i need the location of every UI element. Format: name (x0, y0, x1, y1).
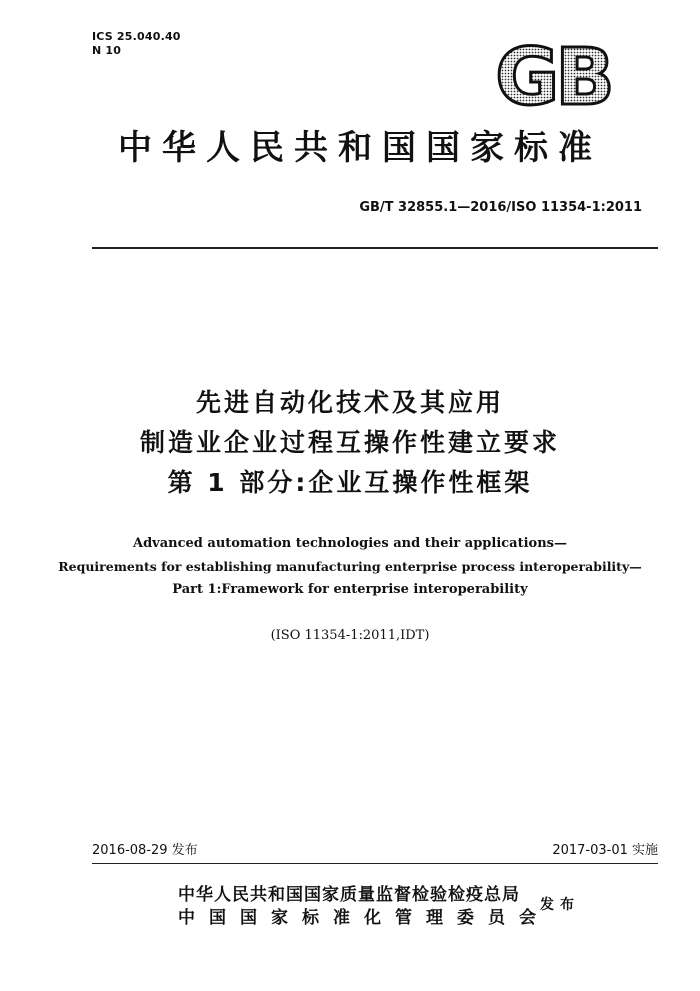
classification-codes (92, 30, 181, 58)
iso-reference: (ISO 11354-1:2011,IDT) (270, 628, 430, 643)
ics-code: ICS 25.040.40 (92, 30, 181, 43)
standard-title: 中华人民共和国国家标准 (118, 128, 602, 168)
title-cn-line-2: 制造业企业过程互操作性建立要求 (139, 428, 560, 457)
issuer-aqsiq: 中华人民共和国国家质量监督检验检疫总局 (178, 885, 520, 905)
issue-date: 2016-08-29 发布 (92, 843, 198, 858)
gb-logo-text: GB (495, 42, 611, 110)
implementation-date: 2017-03-01 实施 (552, 843, 658, 858)
title-cn-line-1: 先进自动化技术及其应用 (195, 388, 504, 417)
title-en-line-2: Requirements for establishing manufacturing enterprise process interoperability— (58, 559, 642, 574)
header-divider (92, 247, 658, 249)
title-en-line-1: Advanced automation technologies and their applications— (133, 536, 567, 551)
footer-divider (92, 863, 658, 864)
gb-logo (483, 42, 623, 110)
standard-number: GB/T 32855.1—2016/ISO 11354-1:2011 (359, 200, 642, 215)
issuer-sac: 中国国家标准化管理委员会 (178, 908, 550, 928)
ccs-code: N 10 (92, 44, 122, 57)
title-cn-line-3: 第 1 部分:企业互操作性框架 (167, 468, 533, 497)
title-en-line-3: Part 1:Framework for enterprise interoperability (172, 582, 528, 597)
publish-label: 发布 (540, 897, 580, 913)
